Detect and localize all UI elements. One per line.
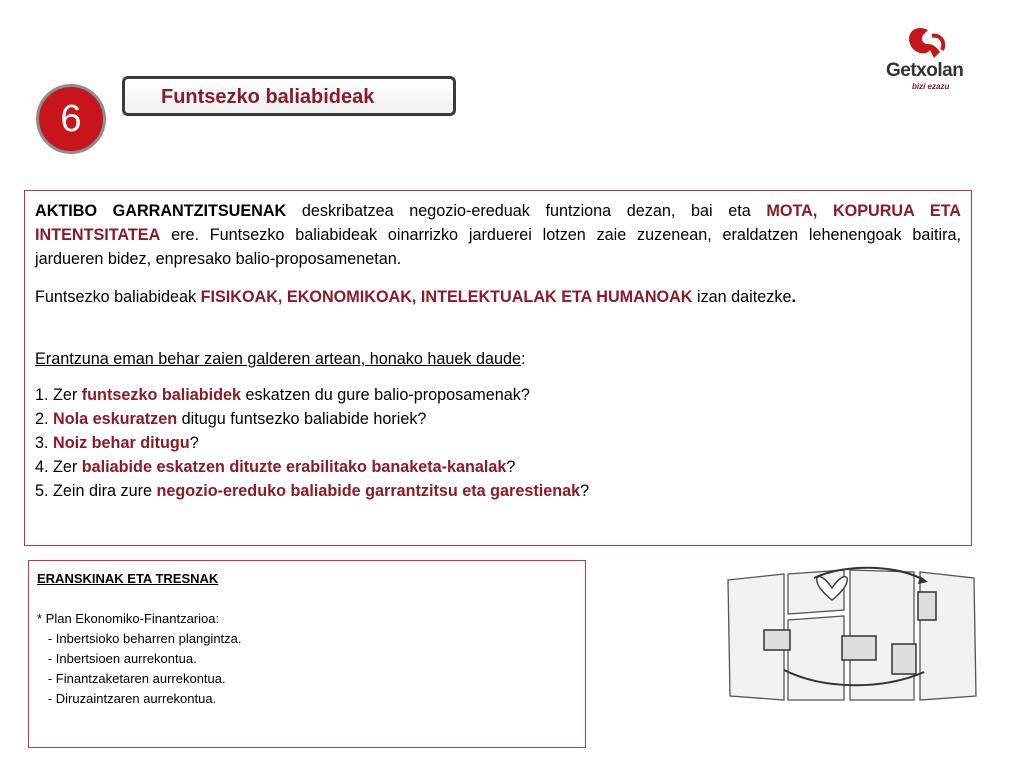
questions-intro xyxy=(35,347,961,371)
type-quantity-term: MOTA, KOPURUA ETA INTENTSITATEA xyxy=(35,202,961,244)
question-item xyxy=(35,431,961,455)
question-text: ? xyxy=(580,482,590,500)
question-text: 2. xyxy=(35,410,53,428)
slide-title: Funtsezko baliabideak xyxy=(161,86,375,108)
questions-intro-text: Erantzuna eman behar zaien galderen artean, honako hauek daude xyxy=(35,350,521,368)
types-text-b: izan daitezke xyxy=(692,288,792,306)
question-item xyxy=(35,455,961,479)
slide-number: 6 xyxy=(60,97,82,140)
intro-paragraph xyxy=(35,199,961,271)
annex-heading: ERANSKINAK ETA TRESNAK xyxy=(37,571,219,586)
business-model-illustration xyxy=(724,540,980,710)
slide-title-box xyxy=(122,76,456,116)
annex-list xyxy=(37,609,577,709)
question-text: ? xyxy=(506,458,516,476)
types-text-a: Funtsezko baliabideak xyxy=(35,288,201,306)
logo-tagline: bizi ezazu xyxy=(912,82,950,91)
question-text: 3. xyxy=(35,434,53,452)
question-highlight: Noiz behar ditugu xyxy=(53,434,190,452)
annex-line: - Diruzaintzaren aurrekontua. xyxy=(37,691,217,706)
questions-list xyxy=(35,383,961,503)
annex-line: - Inbertsioko beharren plangintza. xyxy=(37,631,242,646)
intro-text-b: ere. Funtsezko baliabideak oinarrizko jarduerei lotzen zaie zuzenean, eraldatzen lehenengoak baitira, jardueren bidez, enpresako balio-proposamenetan. xyxy=(35,226,961,268)
resource-types-paragraph xyxy=(35,285,961,309)
questions-intro-colon: : xyxy=(521,350,526,368)
logo-mark-icon xyxy=(909,28,940,58)
annex-line: - Finantzaketaren aurrekontua. xyxy=(37,671,226,686)
slide-number-badge xyxy=(36,84,106,154)
question-highlight: funtsezko baliabidek xyxy=(81,386,241,404)
person-icon xyxy=(764,630,790,650)
question-text: ? xyxy=(189,434,199,452)
logo-wordmark: Getxolan xyxy=(886,60,964,81)
question-text: eskatzen du gure balio-proposamenak? xyxy=(241,386,530,404)
resource-types-term: FISIKOAK, EKONOMIKOAK, INTELEKTUALAK ETA HUMANOAK xyxy=(200,288,693,306)
main-text-box xyxy=(24,190,972,546)
question-highlight: Nola eskuratzen xyxy=(53,410,178,428)
key-assets-term: AKTIBO GARRANTZITSUENAK xyxy=(35,202,287,220)
truck-icon xyxy=(842,636,876,660)
intro-text-a: deskribatzea negozio-ereduak funtziona dezan, bai eta xyxy=(286,202,767,220)
annex-line: - Inbertsioen aurrekontua. xyxy=(37,651,197,666)
question-text: ditugu funtsezko baliabide horiek? xyxy=(177,410,427,428)
user-figure-icon xyxy=(918,592,936,620)
types-period: . xyxy=(791,288,796,306)
question-highlight: negozio-ereduko baliabide garrantzitsu eta garestienak xyxy=(156,482,581,500)
question-highlight: baliabide eskatzen dituzte erabilitako banaketa-kanalak xyxy=(81,458,507,476)
register-icon xyxy=(892,644,916,674)
question-text: 4. Zer xyxy=(35,458,82,476)
question-text: 5. Zein dira zure xyxy=(35,482,157,500)
question-item xyxy=(35,407,961,431)
question-item xyxy=(35,479,961,503)
annex-line: * Plan Ekonomiko-Finantzarioa: xyxy=(37,611,220,626)
question-text: 1. Zer xyxy=(35,386,82,404)
question-item xyxy=(35,383,961,407)
annex-box xyxy=(28,560,586,748)
